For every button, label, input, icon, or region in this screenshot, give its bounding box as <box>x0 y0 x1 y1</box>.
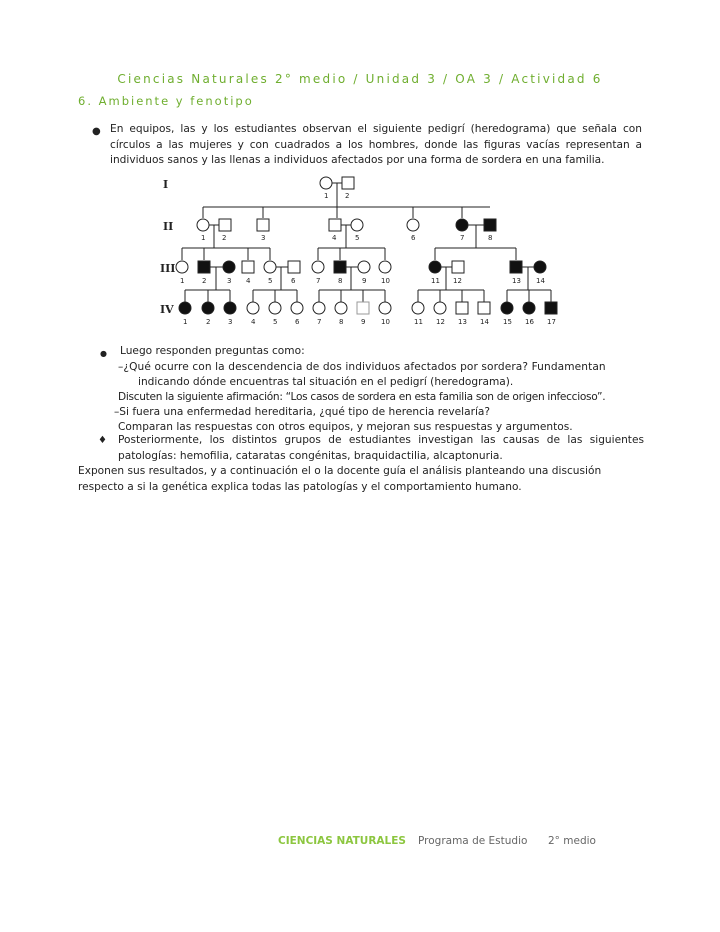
individual-II-3 <box>257 219 269 231</box>
num-IV-3: 3 <box>228 318 233 326</box>
num-III-4: 4 <box>246 277 251 285</box>
num-III-3: 3 <box>227 277 232 285</box>
individual-III-8 <box>334 261 346 273</box>
num-IV-14: 14 <box>480 318 489 326</box>
individual-IV-1 <box>179 302 191 314</box>
num-III-7: 7 <box>316 277 321 285</box>
individual-III-5 <box>264 261 276 273</box>
individual-III-9 <box>358 261 370 273</box>
num-II-7: 7 <box>460 234 465 242</box>
num-IV-2: 2 <box>206 318 211 326</box>
individual-III-14 <box>534 261 546 273</box>
individual-IV-8 <box>335 302 347 314</box>
gen-label-iv: IV <box>160 303 174 316</box>
individual-III-6 <box>288 261 300 273</box>
num-III-5: 5 <box>268 277 273 285</box>
individual-II-2 <box>219 219 231 231</box>
individual-III-11 <box>429 261 441 273</box>
num-IV-13: 13 <box>458 318 467 326</box>
individual-II-5 <box>351 219 363 231</box>
footer-program: Programa de Estudio <box>418 835 528 847</box>
num-III-2: 2 <box>202 277 207 285</box>
bullet-icon: ● <box>100 349 107 358</box>
num-II-4: 4 <box>332 234 337 242</box>
gen-label-i: I <box>163 178 169 191</box>
num-IV-12: 12 <box>436 318 445 326</box>
num-IV-1: 1 <box>183 318 188 326</box>
individual-IV-12 <box>434 302 446 314</box>
num-IV-4: 4 <box>251 318 256 326</box>
num-III-11: 11 <box>431 277 440 285</box>
num-IV-10: 10 <box>381 318 390 326</box>
footer-subject: CIENCIAS NATURALES <box>278 835 406 847</box>
intro-paragraph: En equipos, las y los estudiantes observan el siguiente pedigrí (heredograma) que señala con círculos a las mujeres y con cuadrados a los hombres, donde las figuras vacías representan a individuos sanos y las llenas a individuos afectados por una forma de sordera en una familia. <box>110 123 642 166</box>
individual-III-2 <box>198 261 210 273</box>
num-IV-11: 11 <box>414 318 423 326</box>
individual-IV-14 <box>478 302 490 314</box>
individual-III-3 <box>223 261 235 273</box>
question-3: –Si fuera una enfermedad hereditaria, ¿qué tipo de herencia revelaría? <box>114 406 491 418</box>
individual-II-6 <box>407 219 419 231</box>
num-III-9: 9 <box>362 277 367 285</box>
num-IV-9: 9 <box>361 318 366 326</box>
question-4: Comparan las respuestas con otros equipos, y mejoran sus respuestas y argumentos. <box>118 421 573 433</box>
individual-IV-17 <box>545 302 557 314</box>
num-III-8: 8 <box>338 277 343 285</box>
question-2: Discuten la siguiente afirmación: “Los casos de sordera en esta familia son de origen infeccioso”. <box>118 391 606 403</box>
section-title: 6. Ambiente y fenotipo <box>78 94 254 108</box>
num-II-3: 3 <box>261 234 266 242</box>
closing-paragraph: Exponen sus resultados, y a continuación el o la docente guía el análisis planteando una discusión respecto a si la genética explica todas las patologías y el comportamiento humano. <box>78 465 602 493</box>
num-II-6: 6 <box>411 234 416 242</box>
num-IV-6: 6 <box>295 318 300 326</box>
num-I-1: 1 <box>324 192 329 200</box>
individual-II-4 <box>329 219 341 231</box>
individual-III-13 <box>510 261 522 273</box>
num-III-1: 1 <box>180 277 185 285</box>
num-IV-17: 17 <box>547 318 556 326</box>
individual-IV-16 <box>523 302 535 314</box>
individual-II-8 <box>484 219 496 231</box>
num-I-2: 2 <box>345 192 350 200</box>
gen-label-ii: II <box>163 220 174 233</box>
individual-IV-15 <box>501 302 513 314</box>
individual-III-1 <box>176 261 188 273</box>
individual-IV-4 <box>247 302 259 314</box>
num-III-14: 14 <box>536 277 545 285</box>
num-II-2: 2 <box>222 234 227 242</box>
individual-IV-3 <box>224 302 236 314</box>
individual-IV-7 <box>313 302 325 314</box>
page-header-title: Ciencias Naturales 2° medio / Unidad 3 / OA 3 / Actividad 6 <box>117 72 603 86</box>
individual-III-12 <box>452 261 464 273</box>
num-II-8: 8 <box>488 234 493 242</box>
num-II-1: 1 <box>201 234 206 242</box>
individual-IV-13 <box>456 302 468 314</box>
question-1: –¿Qué ocurre con la descendencia de dos individuos afectados por sordera? Fundamentan <box>118 361 606 373</box>
num-II-5: 5 <box>355 234 360 242</box>
num-IV-16: 16 <box>525 318 534 326</box>
footer-grade: 2° medio <box>548 835 596 847</box>
num-IV-5: 5 <box>273 318 278 326</box>
num-IV-7: 7 <box>317 318 322 326</box>
individual-IV-5 <box>269 302 281 314</box>
individual-IV-9 <box>357 302 369 314</box>
individual-III-10 <box>379 261 391 273</box>
individual-III-4 <box>242 261 254 273</box>
individual-II-1 <box>197 219 209 231</box>
individual-I-2 <box>342 177 354 189</box>
bullet-icon: ● <box>92 126 101 137</box>
individual-III-7 <box>312 261 324 273</box>
gen-label-iii: III <box>160 262 176 275</box>
individual-IV-10 <box>379 302 391 314</box>
individual-IV-6 <box>291 302 303 314</box>
num-III-10: 10 <box>381 277 390 285</box>
num-III-6: 6 <box>291 277 296 285</box>
individual-IV-2 <box>202 302 214 314</box>
individual-II-7 <box>456 219 468 231</box>
bullet-icon: ♦ <box>98 435 107 446</box>
questions-lead: Luego responden preguntas como: <box>120 345 305 357</box>
later-paragraph: Posteriormente, los distintos grupos de estudiantes investigan las causas de las siguientes patologías: hemofilia, cataratas congénitas, braquidactilia, alcaptonuria. <box>118 434 644 462</box>
individual-IV-11 <box>412 302 424 314</box>
individual-I-1 <box>320 177 332 189</box>
num-IV-8: 8 <box>339 318 344 326</box>
question-1-cont: indicando dónde encuentras tal situación en el pedigrí (heredograma). <box>138 376 514 388</box>
num-IV-15: 15 <box>503 318 512 326</box>
num-III-13: 13 <box>512 277 521 285</box>
num-III-12: 12 <box>453 277 462 285</box>
